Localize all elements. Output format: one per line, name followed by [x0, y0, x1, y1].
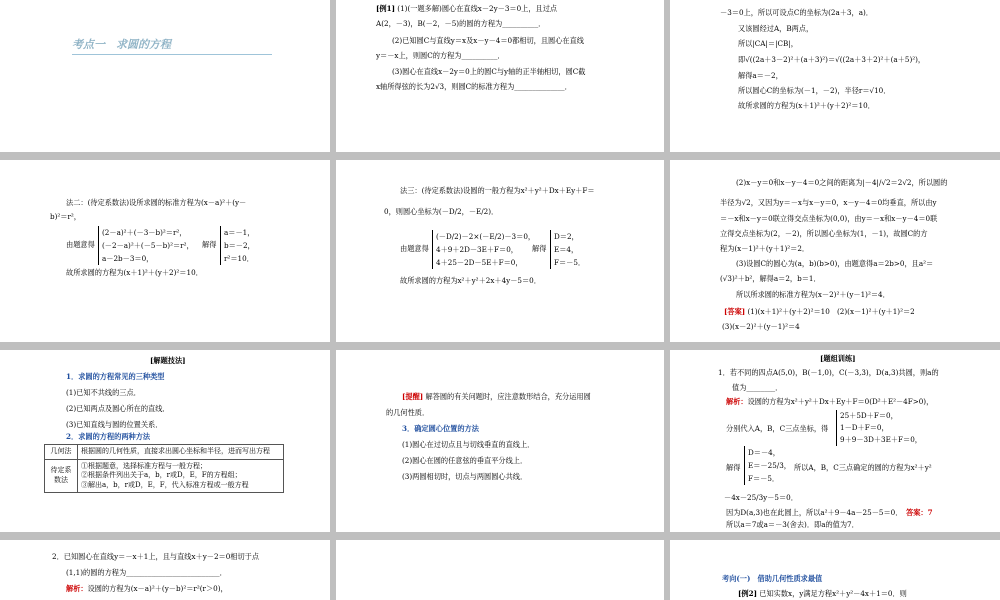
solution-line: (√3)²＋b²，解得a＝2，b＝1．	[720, 274, 821, 283]
exercises-title: [题组训练]	[820, 354, 856, 363]
solution-line: 解得a＝－2，	[738, 71, 783, 80]
solution-system: D＝－4， E＝－25/3， F＝－5．	[744, 446, 791, 485]
question-2-blank: (1,1)的圆的方程为__________________________．	[66, 568, 227, 577]
system-lead: 由题意得	[66, 240, 95, 249]
analysis-line-3: 所以A，B，C三点确定的圆的方程为x²＋y²	[794, 463, 932, 472]
slide-3	[670, 0, 1000, 152]
answer-line-2: (3)(x－2)²＋(y－1)²＝4	[722, 322, 800, 331]
method-name: 待定系数法	[45, 459, 78, 493]
solve-lead: 解得	[726, 463, 741, 472]
tip-line-1: [提醒] 解答圆的有关问题时，应注意数形结合，充分运用圆	[402, 392, 591, 401]
table-row	[45, 459, 284, 493]
slide-10	[0, 540, 330, 600]
slide-12	[670, 540, 1000, 600]
analysis-line-1: 解析：设圆的方程为x²＋y²＋Dx＋Ey＋F＝0(D²＋E²－4F>0)，	[726, 397, 934, 406]
slide-6	[670, 160, 1000, 342]
example-line-6: x轴所得弦的长为2√3，则圆C的标准方程为______________．	[376, 82, 572, 91]
direction-heading: 考向(一) 借助几何性质求最值	[722, 574, 823, 583]
slide-11	[336, 540, 664, 600]
techniques-title: [解题技法]	[150, 356, 186, 365]
solution-line: 立得交点坐标为(2，－2)，所以圆心坐标为(1，－1)，故圆C的方	[720, 229, 928, 238]
analysis-line: 解析：设圆的方程为(x－a)²＋(y－b)²＝r²(r＞0)，	[66, 584, 228, 593]
solve-lead: 解得	[202, 240, 217, 249]
solution-system: D＝2， E＝4， F＝－5．	[550, 230, 585, 269]
example-line-1: [例1] (1)(一题多解)圆心在直线x－2y－3＝0上，且过点	[376, 4, 558, 13]
techniques-subhead-2: 2．求圆的方程的两种方法	[66, 432, 151, 441]
equation-system: 25＋5D＋F＝0， 1－D＋F＝0， 9＋9－3D＋3E＋F＝0，	[836, 410, 922, 446]
example-2-line: [例2] 已知实数x，y满足方程x²＋y²－4x＋1＝0．则	[738, 589, 907, 598]
solve-lead: 解得	[532, 244, 547, 253]
analysis-line-6: 所以a＝7或a＝－3(舍去)．即a的值为7．	[726, 520, 859, 529]
slide-2	[336, 0, 664, 152]
slide-9	[670, 350, 1000, 532]
slide-7	[0, 350, 330, 532]
type-item: (3)已知直线与圆的位置关系．	[66, 420, 163, 429]
techniques-subhead-1: 1．求圆的方程常见的三种类型	[66, 372, 165, 381]
type-item: (1)已知不共线的三点．	[66, 388, 141, 397]
example-line-4: y＝－x上，则圆C的方程为__________．	[376, 51, 505, 60]
equation-system: (2－a)²＋(－3－b)²＝r²， (－2－a)²＋(－5－b)²＝r²， a－2b－3＝0，	[98, 226, 194, 265]
analysis-line-2: 分别代入A，B，C三点坐标，得	[726, 424, 829, 433]
method2-result: 故所求圆的方程为(x＋1)²＋(y＋2)²＝10．	[66, 268, 203, 277]
slide-5	[336, 160, 664, 342]
question-1: 1．若不同的四点A(5,0)，B(－1,0)，C(－3,3)，D(a,3)共圆，则a的	[718, 368, 939, 377]
answer-line-1: [答案] (1)(x＋1)²＋(y＋2)²＝10 (2)(x－1)²＋(y＋1)²＝2	[724, 307, 915, 316]
solution-line: (3)设圆C的圆心为(a，b)(b>0)，由题意得a＝2b>0，且a²＝	[736, 259, 934, 268]
slide-8	[336, 350, 664, 532]
center-method-item: (3)两圆相切时，切点与两圆圆心共线．	[402, 472, 528, 481]
table-row	[45, 445, 284, 460]
method-name: 几何法	[45, 445, 78, 460]
method-description: 根据圆的几何性质，直接求出圆心坐标和半径，进而写出方程	[78, 445, 284, 460]
type-item: (2)已知两点及圆心所在的直线．	[66, 404, 170, 413]
method2-line-1: 法二：(待定系数法)设所求圆的标准方程为(x－a)²＋(y－	[66, 198, 247, 207]
solution-system: a＝－1， b＝－2， r²＝10．	[220, 226, 255, 265]
solution-line: 半径为√2，又因为y＝－x与x－y＝0，x－y－4＝0均垂直，所以由y	[720, 198, 937, 207]
center-method-item: (1)圆心在过切点且与切线垂直的直线上．	[402, 440, 535, 449]
solution-line: 故所求圆的方程为(x＋1)²＋(y＋2)²＝10．	[738, 101, 875, 110]
solution-line: (2)x－y＝0和x－y－4＝0之间的距离为|－4|/√2＝2√2，所以圆的	[736, 178, 948, 187]
question-2: 2．已知圆心在直线y＝－x＋1上，且与直线x＋y－2＝0相切于点	[52, 552, 260, 561]
solution-line: 所以|CA|＝|CB|，	[738, 39, 798, 48]
slide-4	[0, 160, 330, 342]
example-line-3: (2)已知圆C与直线y＝x及x－y－4＝0都相切，且圆心在直线	[392, 36, 584, 45]
solution-line: －3＝0上，所以可设点C的坐标为(2a＋3，a)．	[720, 8, 873, 17]
method3-line-2: 0，则圆心坐标为(－D/2，－E/2)．	[384, 207, 499, 216]
tip-line-2: 的几何性质．	[386, 408, 430, 417]
solution-line: 所以圆心C的坐标为(－1，－2)，半径r＝√10．	[738, 86, 891, 95]
example-line-5: (3)圆心在直线x－2y＝0上的圆C与y轴的正半轴相切，圆C截	[392, 67, 586, 76]
center-method-heading: 3．确定圆心位置的方法	[402, 424, 479, 433]
methods-table	[44, 444, 284, 493]
equation-system: (－D/2)－2×(－E/2)－3＝0， 4＋9＋2D－3E＋F＝0， 4＋25－2D－5E＋F＝0，	[432, 230, 535, 269]
section-heading: 考点一 求圆的方程	[72, 36, 272, 55]
system-lead: 由题意得	[400, 244, 429, 253]
solution-line: 所以所求圆的标准方程为(x－2)²＋(y－1)²＝4．	[736, 290, 890, 299]
method3-result: 故所求圆的方程为x²＋y²＋2x＋4y－5＝0．	[400, 276, 541, 285]
method3-line-1: 法三：(待定系数法)设圆的一般方程为x²＋y²＋Dx＋Ey＋F＝	[400, 186, 595, 195]
example-line-2: A(2，－3)，B(－2，－5)的圆的方程为__________．	[376, 19, 546, 28]
method-steps: ①根据题意，选择标准方程与一般方程； ②根据条件列出关于a，b，r或D，E，F的方程组； ③解出a，b，r或D，E，F，代入标准方程或一般方程	[78, 459, 284, 493]
analysis-line-4: －4x－25/3y－5＝0．	[724, 493, 798, 502]
slide-1	[0, 0, 330, 152]
center-method-item: (2)圆心在圆的任意弦的垂直平分线上．	[402, 456, 528, 465]
method2-line-2: b)²＝r²，	[50, 212, 81, 221]
solution-line: ＝－x和x－y＝0联立得交点坐标为(0,0)，由y＝－x和x－y－4＝0联	[720, 214, 938, 223]
solution-line: 即√((2a＋3－2)²＋(a＋3)²)＝√((2a＋3＋2)²＋(a＋5)²)，	[738, 55, 926, 64]
question-1-blank: 值为________．	[732, 383, 783, 392]
solution-line: 又该圆经过A，B两点，	[738, 24, 814, 33]
solution-line: 程为(x－1)²＋(y＋1)²＝2．	[720, 244, 810, 253]
analysis-line-5: 因为D(a,3)也在此圆上，所以a²＋9－4a－25－5＝0． 答案：7	[726, 508, 933, 517]
